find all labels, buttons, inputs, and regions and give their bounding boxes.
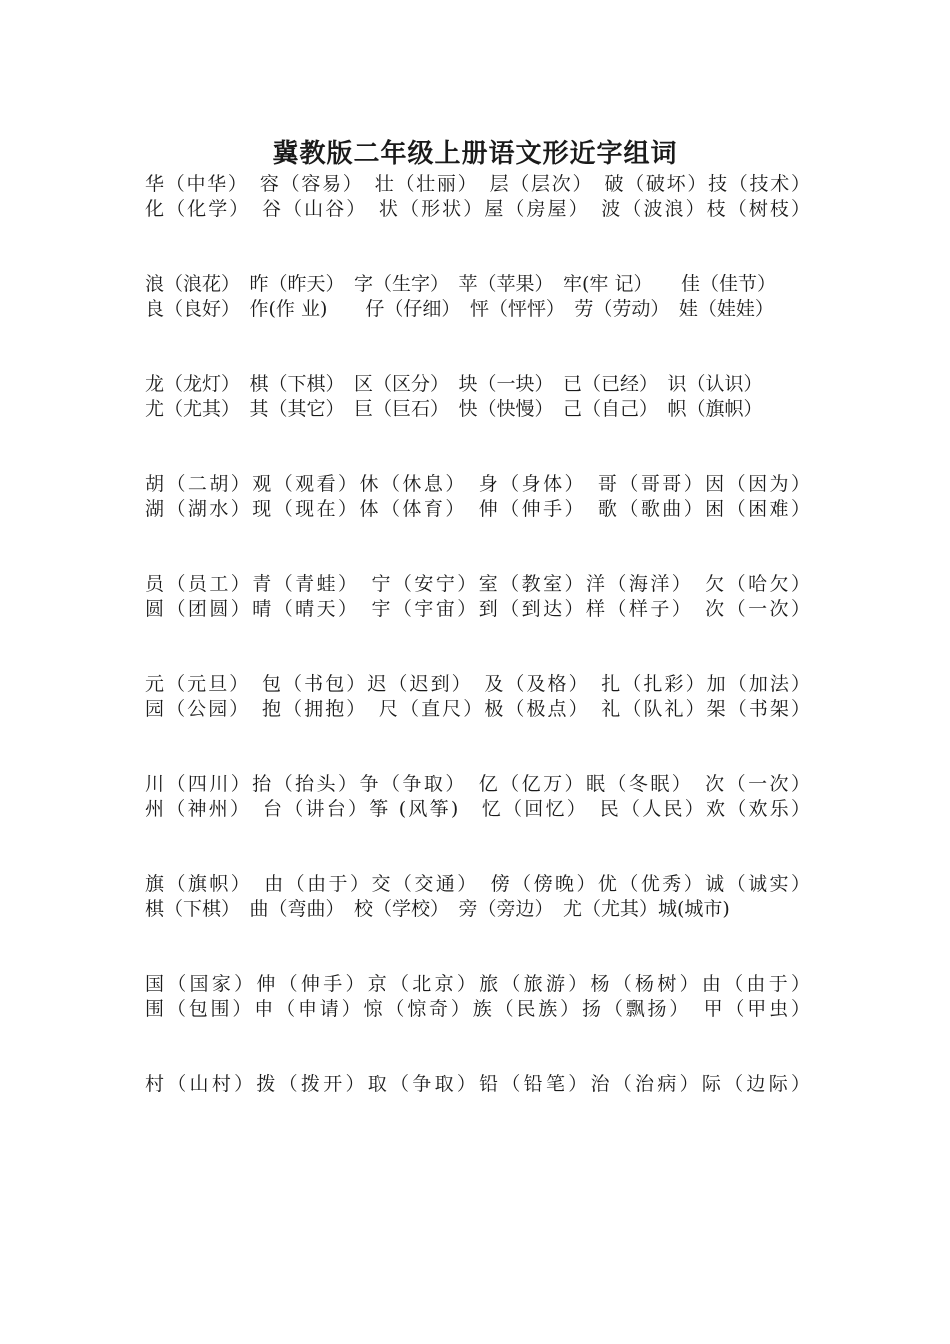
word-line: 华（中华） 容（容易） 壮（壮丽） 层（层次） 破（破坏）技（技术） — [145, 173, 810, 195]
page-title: 冀教版二年级上册语文形近字组词 — [272, 139, 678, 169]
word-line: 元（元旦） 包（书包）迟（迟到） 及（及格） 扎（扎彩）加（加法） — [145, 673, 810, 695]
word-line: 旗（旗帜） 由（由于）交（交通） 傍（傍晚）优（优秀）诚（诚实） — [145, 873, 810, 895]
word-group-2 — [145, 272, 810, 322]
word-group-10 — [145, 1072, 810, 1097]
word-list — [145, 172, 810, 1147]
word-group-8 — [145, 872, 810, 922]
word-line: 围（包围）申（申请）惊（惊奇）族（民族）扬（飘扬） 甲（甲虫） — [145, 998, 810, 1020]
word-line: 棋（下棋） 曲（弯曲） 校（学校） 旁（旁边） 尤（尤其）城(城市) — [145, 898, 730, 920]
word-line: 村（山村）拨（拨开）取（争取）铅（铅笔）治（治病）际（边际） — [145, 1073, 810, 1095]
word-group-3 — [145, 372, 810, 422]
word-line: 员（员工）青（青蛙） 宁（安宁）室（教室）洋（海洋） 欠（哈欠） — [145, 573, 810, 595]
word-line: 胡（二胡）观（观看）休（休息） 身（身体） 哥（哥哥）因（因为） — [145, 473, 810, 495]
word-line: 州（神州） 台（讲台）筝 (风筝) 忆（回忆） 民（人民）欢（欢乐） — [145, 798, 810, 820]
word-group-9 — [145, 972, 810, 1022]
word-line: 国（国家）伸（伸手）京（北京）旅（旅游）杨（杨树）由（由于） — [145, 973, 810, 995]
word-line: 尤（尤其） 其（其它） 巨（巨石） 快（快慢） 己（自己） 帜（旗帜） — [145, 398, 763, 420]
word-line: 园（公园） 抱（拥抱） 尺（直尺）极（极点） 礼（队礼）架（书架） — [145, 698, 810, 720]
word-group-7 — [145, 772, 810, 822]
word-line: 圆（团圆）晴（晴天） 宇（宇宙）到（到达）样（样子） 次（一次） — [145, 598, 810, 620]
word-line: 化（化学） 谷（山谷） 状（形状）屋（房屋） 波（波浪）枝（树枝） — [145, 198, 810, 220]
word-group-1 — [145, 172, 810, 222]
word-group-5 — [145, 572, 810, 622]
word-line: 川（四川）抬（抬头）争（争取） 亿（亿万）眠（冬眠） 次（一次） — [145, 773, 810, 795]
word-line: 浪（浪花） 昨（昨天） 字（生字） 苹（苹果） 牢(牢 记） 佳（佳节） — [145, 273, 776, 295]
word-line: 湖（湖水）现（现在）体（体育） 伸（伸手） 歌（歌曲）困（困难） — [145, 498, 810, 520]
word-group-6 — [145, 672, 810, 722]
word-line: 龙（龙灯） 棋（下棋） 区（区分） 块（一块） 已（已经） 识（认识） — [145, 373, 763, 395]
word-group-4 — [145, 472, 810, 522]
word-line: 良（良好） 作(作 业) 仔（仔细） 怦（怦怦） 劳（劳动） 娃（娃娃） — [145, 298, 774, 320]
